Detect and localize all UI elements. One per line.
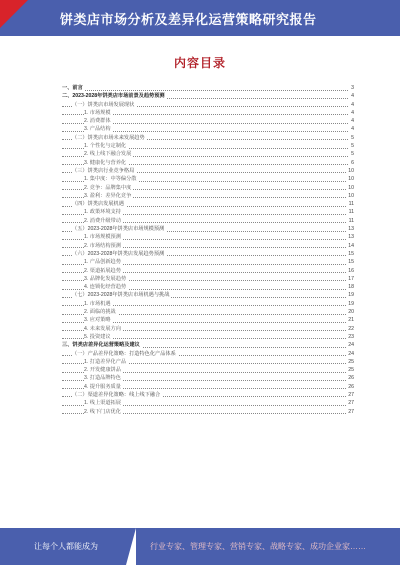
toc-entry-title: 4. 连锁化经营趋势 — [84, 284, 127, 291]
toc-entry-page: 27 — [348, 408, 354, 415]
toc-entry-title: 4. 未来发展方向 — [84, 325, 121, 332]
toc-entry-title: （七）2023-2028年饼类店市场机遇与挑战 — [72, 292, 170, 299]
toc-entry[interactable] — [62, 316, 354, 324]
toc-entry[interactable] — [62, 134, 354, 142]
toc-entry[interactable] — [62, 308, 354, 316]
toc-entry-page: 10 — [348, 167, 354, 174]
toc-entry-title: 4. 提升服务质量 — [84, 383, 121, 390]
toc-entry[interactable] — [62, 374, 354, 382]
page-footer — [0, 528, 400, 565]
toc-entry[interactable] — [62, 399, 354, 407]
toc-entry-page: 13 — [348, 234, 354, 241]
toc-title: 内容目录 — [173, 56, 226, 70]
toc-entry[interactable] — [62, 341, 354, 349]
toc-entry-title: 1. 市场机遇 — [84, 300, 111, 307]
toc-entry-title: 2. 竞争：品牌集中度 — [84, 184, 132, 191]
toc-entry-title: 3. 打造品牌特色 — [84, 375, 121, 382]
toc-entry-page: 4 — [351, 118, 354, 125]
toc-entry-page: 19 — [348, 300, 354, 307]
toc-entry-page: 21 — [348, 317, 354, 324]
toc-entry-title: 三、饼类店差异化运营策略及建议 — [62, 342, 140, 349]
toc-entry[interactable] — [62, 350, 354, 358]
toc-entry-page: 11 — [348, 209, 354, 216]
toc-entry-page: 5 — [351, 151, 354, 158]
toc-entry[interactable] — [62, 217, 354, 225]
toc-entry[interactable] — [62, 117, 354, 125]
toc-entry-title: 3. 盈利：差异化竞争 — [84, 192, 132, 199]
toc-entry-title: 一、前言 — [62, 85, 83, 91]
toc-entry-page: 10 — [348, 184, 354, 191]
toc-entry-title: 2. 线上线下融合发展 — [84, 151, 132, 158]
toc-entry[interactable] — [62, 275, 354, 283]
toc-entry-title: 1. 市场规模预测 — [84, 234, 121, 241]
table-of-contents — [62, 84, 354, 416]
toc-entry-title: 2. 市场结构预测 — [84, 242, 121, 249]
toc-entry-title: 2. 面临的挑战 — [84, 309, 116, 316]
toc-entry-title: 1. 集中度：中等偏分散 — [84, 176, 137, 183]
toc-entry-page: 14 — [348, 242, 354, 249]
toc-entry-title: （四）饼类店发展机遇 — [72, 201, 124, 208]
toc-entry[interactable] — [62, 333, 354, 341]
toc-entry-page: 11 — [348, 201, 354, 208]
toc-entry[interactable] — [62, 325, 354, 333]
toc-entry[interactable] — [62, 101, 354, 109]
toc-entry-page: 4 — [351, 101, 354, 108]
toc-entry-page: 22 — [348, 325, 354, 332]
toc-entry-title: （五）2023-2028年饼类店市场规模预测 — [72, 226, 165, 233]
toc-entry[interactable] — [62, 159, 354, 167]
footer-divider — [126, 528, 136, 565]
toc-entry-page: 10 — [348, 192, 354, 199]
toc-entry-title: 二、2023-2028年饼类店市场前景及趋势预测 — [62, 93, 165, 100]
toc-entry-page: 26 — [348, 375, 354, 382]
toc-entry-page: 15 — [348, 259, 354, 266]
toc-entry-title: 1. 产品创新趋势 — [84, 259, 121, 266]
toc-entry[interactable] — [62, 233, 354, 241]
toc-entry-title: 2. 消费升级带动 — [84, 217, 121, 224]
toc-leader-dots — [62, 90, 354, 91]
toc-entry-title: 2. 渠道拓展趋势 — [84, 267, 121, 274]
footer-slogan: 让每个人都能成为 — [34, 542, 98, 551]
toc-entry[interactable] — [62, 366, 354, 374]
toc-entry-page: 18 — [348, 284, 354, 291]
toc-entry-page: 17 — [348, 275, 354, 282]
toc-entry-title: 3. 产品结构 — [84, 126, 111, 133]
toc-entry-title: 2. 消费群体 — [84, 118, 111, 125]
toc-entry-title: （一）饼类店市场发展现状 — [72, 101, 135, 108]
toc-entry-title: （三）饼类店行业竞争格局 — [72, 167, 135, 174]
toc-entry[interactable] — [62, 225, 354, 233]
toc-entry[interactable] — [62, 200, 354, 208]
toc-entry[interactable] — [62, 300, 354, 308]
toc-entry-title: 1. 政策环境支持 — [84, 209, 121, 216]
toc-entry[interactable] — [62, 383, 354, 391]
toc-entry-page: 27 — [348, 400, 354, 407]
toc-entry-page: 13 — [348, 226, 354, 233]
report-title: 饼类店市场分析及差异化运营策略研究报告 — [60, 12, 317, 27]
toc-entry-page: 11 — [348, 217, 354, 224]
toc-entry[interactable] — [62, 291, 354, 299]
toc-entry-page: 4 — [351, 93, 354, 100]
toc-entry-title: 3. 品牌化发展趋势 — [84, 275, 127, 282]
toc-entry[interactable] — [62, 391, 354, 399]
toc-entry-title: （六）2023-2028年饼类店发展趋势预测 — [72, 250, 165, 257]
toc-entry-title: 2. 开发健康饼品 — [84, 367, 121, 374]
toc-entry-page: 10 — [348, 176, 354, 183]
toc-entry[interactable] — [62, 167, 354, 175]
toc-entry[interactable] — [62, 283, 354, 291]
toc-entry[interactable] — [62, 358, 354, 366]
toc-entry[interactable] — [62, 267, 354, 275]
toc-entry-page: 20 — [348, 309, 354, 316]
toc-entry-page: 3 — [351, 85, 354, 91]
toc-entry[interactable] — [62, 175, 354, 183]
toc-entry-page: 24 — [348, 342, 354, 349]
toc-entry-page: 27 — [348, 391, 354, 398]
toc-entry-page: 25 — [348, 358, 354, 365]
toc-entry-page: 4 — [351, 126, 354, 133]
toc-entry[interactable] — [62, 192, 354, 200]
toc-entry-title: （一）产品差异化策略：打造特色化产品体系 — [72, 350, 176, 357]
toc-entry-page: 5 — [351, 143, 354, 150]
toc-entry-page: 5 — [351, 134, 354, 141]
toc-entry[interactable] — [62, 184, 354, 192]
toc-entry-page: 19 — [348, 292, 354, 299]
toc-entry-page: 25 — [348, 367, 354, 374]
toc-entry-page: 16 — [348, 267, 354, 274]
toc-entry-title: （二）渠道差异化策略：线上线下融合 — [72, 391, 161, 398]
toc-entry-title: 3. 应对策略 — [84, 317, 111, 324]
toc-entry-title: 1. 市场规模 — [84, 109, 111, 116]
toc-entry-page: 26 — [348, 383, 354, 390]
page-header — [0, 0, 400, 36]
toc-entry-title: 1. 打造差异化产品 — [84, 358, 127, 365]
toc-entry-title: （二）饼类店市场未来发展趋势 — [72, 134, 145, 141]
toc-entry[interactable] — [62, 150, 354, 158]
toc-entry-title: 5. 投资建议 — [84, 333, 111, 340]
toc-entry-title: 1. 个性化与定制化 — [84, 143, 127, 150]
toc-entry-title: 3. 健康化与营养化 — [84, 159, 127, 166]
toc-entry-page: 6 — [351, 159, 354, 166]
toc-entry-page: 15 — [348, 250, 354, 257]
toc-entry[interactable] — [62, 408, 354, 416]
toc-entry[interactable] — [62, 109, 354, 117]
toc-entry-page: 24 — [348, 350, 354, 357]
toc-entry[interactable] — [62, 142, 354, 150]
toc-entry[interactable] — [62, 125, 354, 133]
toc-entry[interactable] — [62, 92, 354, 100]
toc-entry[interactable] — [62, 258, 354, 266]
toc-entry[interactable] — [62, 84, 354, 92]
header-red-triangle — [0, 0, 28, 28]
toc-entry[interactable] — [62, 242, 354, 250]
toc-entry-page: 23 — [348, 333, 354, 340]
footer-tags: 行业专家、管理专家、营销专家、战略专家、成功企业家…… — [150, 542, 366, 551]
toc-entry-page: 4 — [351, 109, 354, 116]
toc-entry-title: 2. 线下门店优化 — [84, 408, 121, 415]
toc-entry[interactable] — [62, 250, 354, 258]
toc-entry-title: 1. 线上渠道拓展 — [84, 400, 121, 407]
toc-entry[interactable] — [62, 208, 354, 216]
